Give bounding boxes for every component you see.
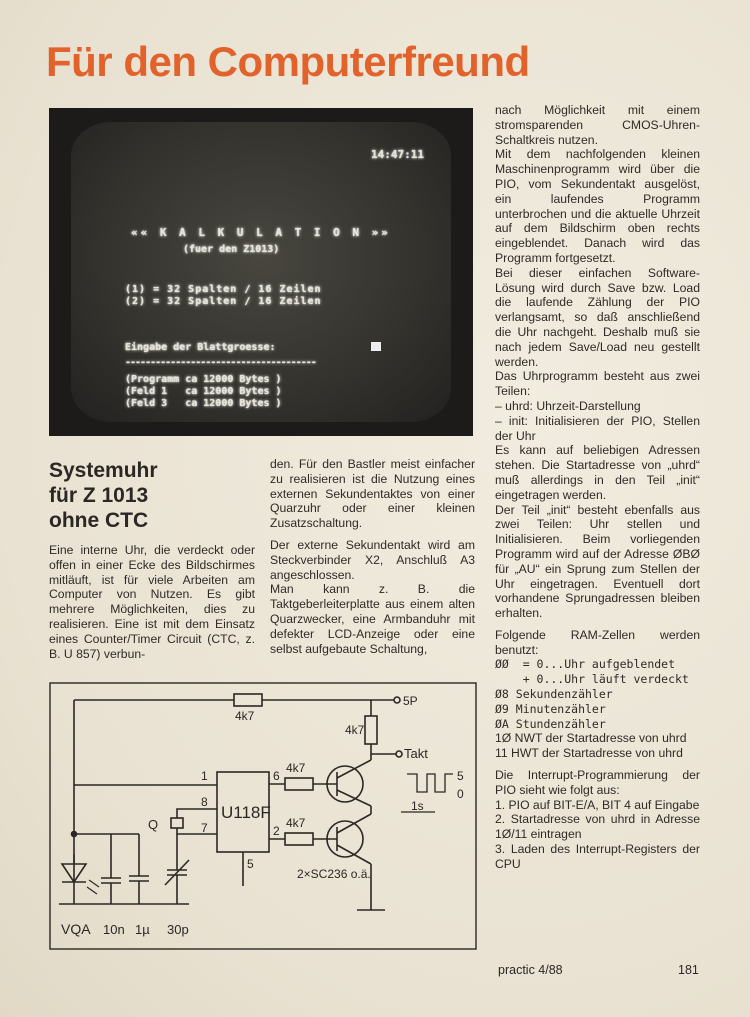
ram-line: Ø9 Minutenzähler [495, 701, 606, 716]
label-c3: 30p [167, 922, 189, 937]
label-c2: 1µ [135, 922, 150, 937]
paragraph: nach Möglichkeit mit einem stromsparenden CMOS-Uhren-Schaltkreis nutzen. [495, 103, 700, 147]
paragraph: den. Für den Bastler meist einfacher zu realisieren ist die Nutzung eines externen Sekundentaktes von einer Quarzuhr oder einer kleinen Zusatzschaltung. [270, 457, 475, 531]
resistor [285, 778, 313, 790]
list-item: 2. Startadresse von uhrd in Adresse 1Ø/11 eintragen [495, 812, 700, 842]
crt-display [71, 122, 451, 422]
terminal [396, 751, 402, 757]
paragraph: Der Teil „init“ besteht ebenfalls aus zwei Teilen: Uhr stellen und Initialisieren. Beim vorliegenden Programm wird auf der Adresse ØBØ für „AU“ ein Sprung zum Stellen der Uhr eingetragen. Eventuell dort vorhandene Sprungadressen bleiben erhalten. [495, 502, 700, 621]
terminal [394, 697, 400, 703]
paragraph: Die Interrupt-Programmierung der PIO sieht wie folgt aus: [495, 768, 700, 797]
crystal [171, 818, 183, 828]
label-crystal: Q [148, 817, 159, 832]
pin-label: 5 [247, 857, 254, 871]
section-heading-line: ohne CTC [49, 509, 149, 532]
section-heading-line: für Z 1013 [49, 484, 149, 507]
led-rays [87, 880, 99, 894]
capacitors [74, 834, 149, 904]
paragraph: Bei dieser einfachen Software-Lösung wird durch Save bzw. Load die laufende Zählung der PIO verlangsamt, so daß anschließend die Uhr nachgeht. Deshalb muß sie nach jedem Save/Load neu gestellt werden. [495, 265, 700, 369]
section-heading [49, 458, 158, 533]
list-item: – uhrd: Uhrzeit-Darstellung [495, 398, 641, 413]
label-resistor-pin2: 4k7 [286, 816, 306, 830]
list-item: 3. Laden des Interrupt-Registers der CPU [495, 842, 700, 871]
pin-label: 8 [201, 795, 208, 809]
pulse-high: 5 [457, 769, 464, 783]
pulse-period: 1s [411, 799, 424, 813]
column-1 [49, 543, 255, 661]
ram-line: 11 HWT der Startadresse von uhrd [495, 746, 683, 761]
ram-line: ØØ = 0...Uhr aufgeblendet [495, 657, 676, 672]
screen-option: (1) = 32 Spalten / 16 Zeilen [125, 284, 322, 295]
screen-clock: 14:47:11 [371, 148, 424, 161]
pin-label: 2 [273, 824, 280, 838]
wire [371, 744, 396, 754]
wire [327, 806, 385, 910]
label-resistor-pin6: 4k7 [286, 761, 306, 775]
screen-divider: -------------------------------------- [125, 357, 316, 368]
trimmer-capacitor [165, 834, 189, 904]
paragraph: Es kann auf beliebigen Adressen stehen. Die Startadresse von „uhrd“ muß allerdings in den Teil „init“ eingetragen werden. [495, 443, 700, 502]
paragraph: Eine interne Uhr, die verdeckt oder offen in einer Ecke des Bildschirmes mitläuft, ist für viele Arbeiten am Computer von Nutzen. Es gibt mehrere Möglichkeiten, dies zu realisieren. Eine ist mit dem Einsatz eines Counter/Timer Circuit (CTC, z. B. U 857) verbun- [49, 543, 255, 661]
screen-subheading: (fuer den Z1013) [183, 244, 280, 255]
paragraph: Folgende RAM-Zellen werden benutzt: [495, 627, 700, 657]
list-item: 1. PIO auf BIT-E/A, BIT 4 auf Eingabe [495, 797, 700, 812]
pin-label: 7 [201, 821, 208, 835]
screen-heading: «« K A L K U L A T I O N »» [131, 226, 391, 239]
ram-line: + 0...Uhr läuft verdeckt [495, 672, 689, 687]
column-3 [495, 103, 700, 872]
screen-program-line: (Programm ca 12000 Bytes ) [125, 374, 282, 385]
page-title: Für den Computerfreund [46, 38, 530, 85]
footer-issue: practic 4/88 [498, 963, 563, 977]
page-number: 181 [678, 963, 699, 977]
label-transistors: 2×SC236 o.ä. [297, 867, 371, 881]
screen-cursor [371, 342, 381, 351]
section-heading-line: Systemuhr [49, 459, 158, 482]
paragraph: Mit dem nachfolgenden kleinen Maschinenprogramm wird über die PIO, vom Sekundentakt ausgelöst, ein laufendes Programm unterbrochen und die aktuelle Uhrzeit auf dem Bildschirm oben rechts eingeblendet. Danach wird das Programm fortgesetzt. [495, 147, 700, 265]
pulse-low: 0 [457, 787, 464, 801]
label-led: VQA [61, 921, 91, 937]
column-2 [270, 457, 475, 656]
screen-prompt: Eingabe der Blattgroesse: [125, 342, 276, 353]
list-item: – init: Initialisieren der PIO, Stellen der Uhr [495, 413, 700, 443]
screen-program-line: (Feld 1 ca 12000 Bytes ) [125, 386, 282, 397]
paragraph: Der externe Sekundentakt wird am Steckverbinder X2, Anschluß A3 angeschlossen. [270, 537, 475, 582]
screen-program-line: (Feld 3 ca 12000 Bytes ) [125, 398, 282, 409]
paragraph: Man kann z. B. die Taktgeberleiterplatte aus einem alten Quarzwecker, eine Armbanduhr mit defekter LCD-Anzeige oder eine selbst aufgebaute Schaltung, [270, 582, 475, 656]
resistor [285, 833, 313, 845]
resistor [234, 694, 262, 706]
label-supply: 5P [403, 694, 418, 708]
ic-label: U118F [221, 803, 271, 822]
label-takt: Takt [404, 746, 428, 761]
label-resistor-top: 4k7 [235, 709, 255, 723]
circuit-schematic [49, 682, 477, 950]
screen-photo [49, 108, 473, 436]
ram-line: 1Ø NWT der Startadresse von uhrd [495, 731, 687, 746]
ram-line: ØA Stundenzähler [495, 716, 606, 731]
screen-option: (2) = 32 Spalten / 16 Zeilen [125, 296, 322, 307]
pulse-diagram [407, 774, 453, 792]
ram-line: Ø8 Sekundenzähler [495, 687, 613, 702]
label-c1: 10n [103, 922, 125, 937]
resistor [365, 716, 377, 744]
pin-label: 1 [201, 769, 208, 783]
label-resistor-right: 4k7 [345, 723, 365, 737]
paragraph: Das Uhrprogramm besteht aus zwei Teilen: [495, 369, 700, 399]
pin-label: 6 [273, 769, 280, 783]
